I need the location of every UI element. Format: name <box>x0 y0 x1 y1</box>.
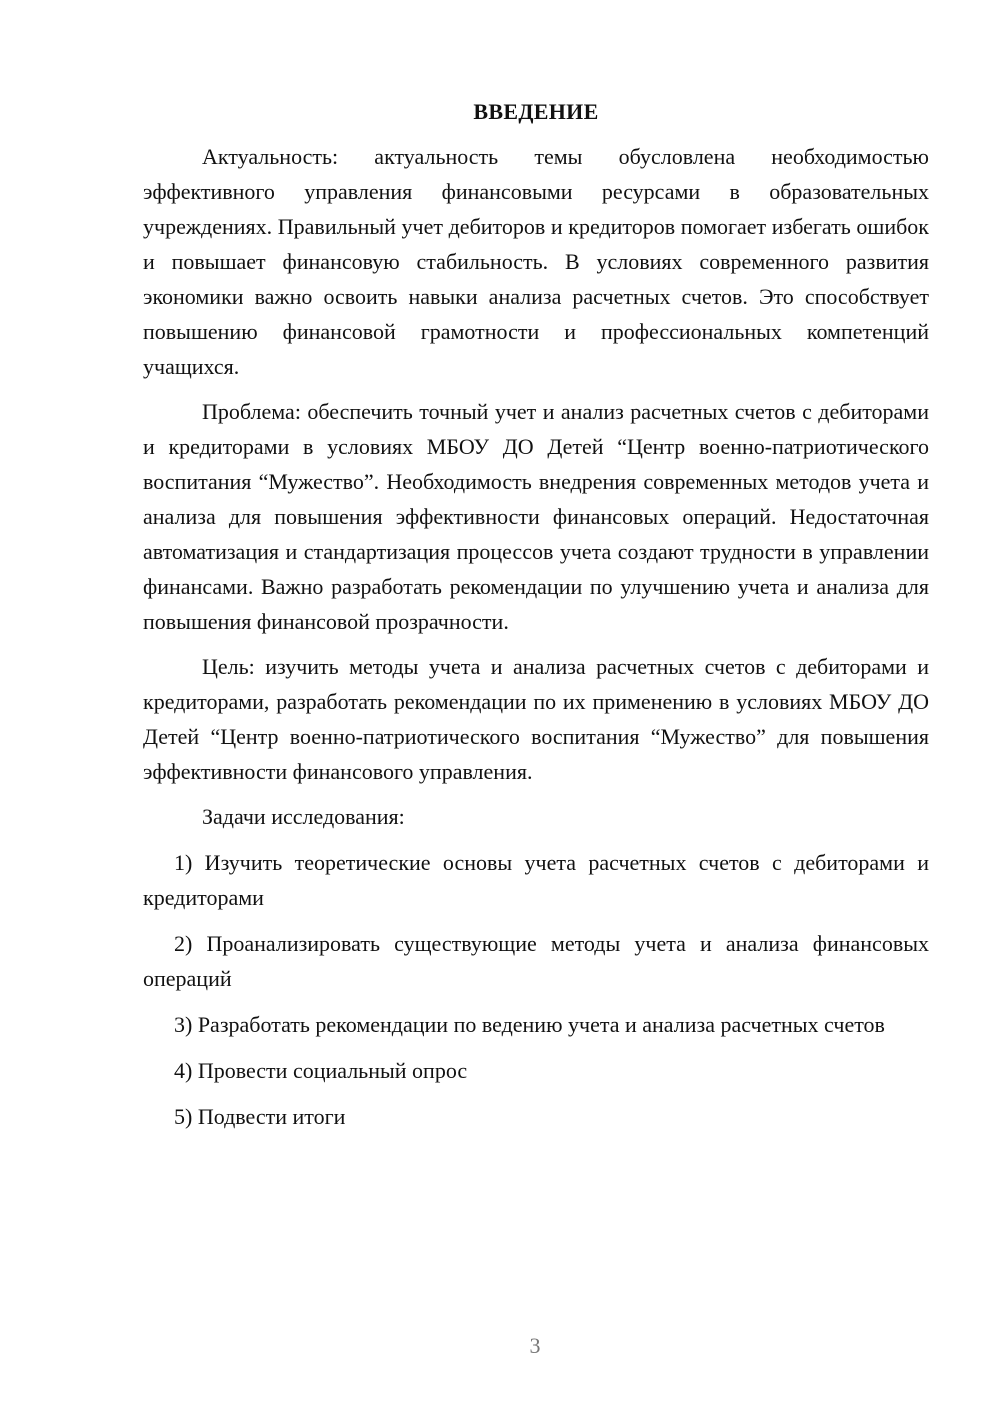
page-content <box>143 94 929 1145</box>
task-item-4: 4) Провести социальный опрос <box>174 1058 468 1083</box>
paragraph-problem: Проблема: обеспечить точный учет и анализ расчетных счетов с дебиторами и кредиторами в условиях МБОУ ДО Детей “Центр военно-патриотического воспитания “Мужество”. Необходимость внедрения современных методов учета и анализа для повышения эффективности финансовых операций. Недостаточная автоматизация и стандартизация процессов учета создают трудности в управлении финансами. Важно разработать рекомендации по улучшению учета и анализа для повышения финансовой прозрачности. <box>143 399 929 634</box>
task-item-2: 2) Проанализировать существующие методы учета и анализа финансовых операций <box>143 931 929 991</box>
task-item-3: 3) Разработать рекомендации по ведению учета и анализа расчетных счетов <box>174 1012 885 1037</box>
paragraph-relevance: Актуальность: актуальность темы обусловлена необходимостью эффективного управления финансовыми ресурсами в образовательных учреждениях. Правильный учет дебиторов и кредиторов помогает избегать ошибок и повышает финансовую стабильность. В условиях современного развития экономики важно освоить навыки анализа расчетных счетов. Это способствует повышению финансовой грамотности и профессиональных компетенций учащихся. <box>143 144 929 379</box>
task-item-5: 5) Подвести итоги <box>174 1104 346 1129</box>
section-title: ВВЕДЕНИЕ <box>473 99 599 124</box>
paragraph-goal: Цель: изучить методы учета и анализа расчетных счетов с дебиторами и кредиторами, разработать рекомендации по их применению в условиях МБОУ ДО Детей “Центр военно-патриотического воспитания “Мужество” для повышения эффективности финансового управления. <box>143 654 929 784</box>
tasks-heading: Задачи исследования: <box>202 804 405 829</box>
task-item-1: 1) Изучить теоретические основы учета расчетных счетов с дебиторами и кредиторами <box>143 850 929 910</box>
page-number: 3 <box>529 1333 541 1358</box>
